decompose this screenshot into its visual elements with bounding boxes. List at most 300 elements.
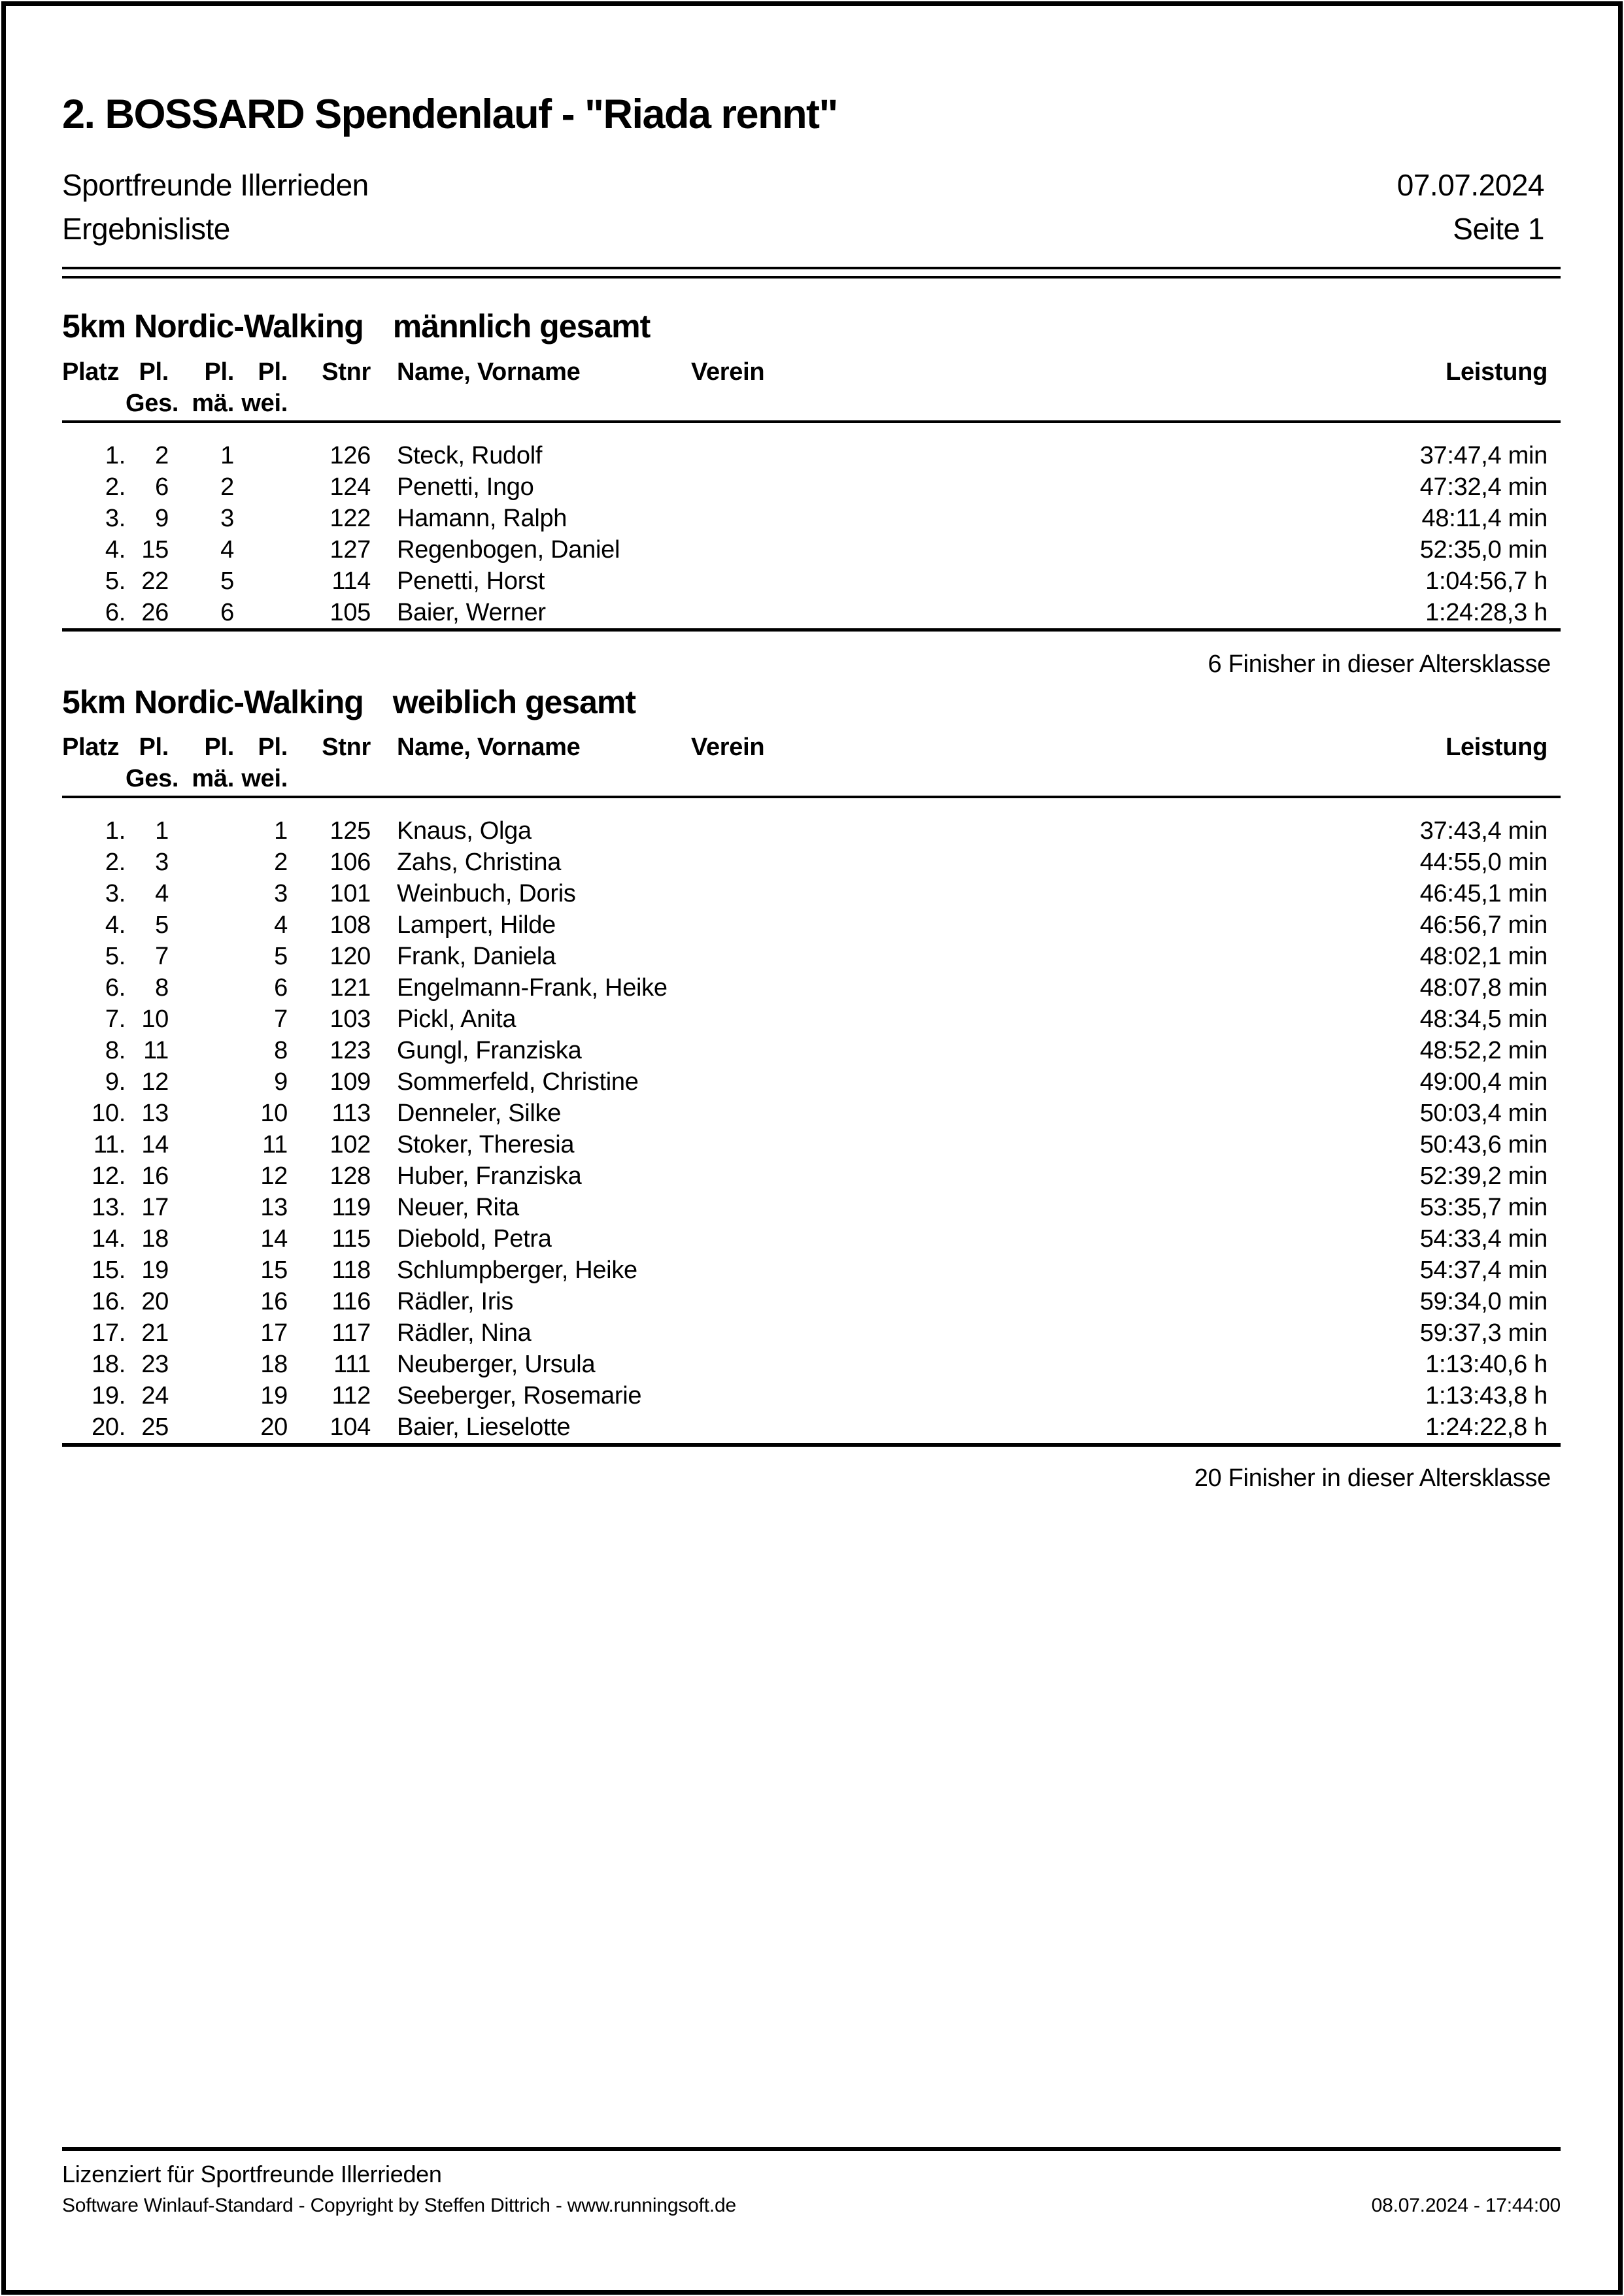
cell-pl-ges: 22 [141,567,169,595]
cell-pl-ges: 21 [141,1319,169,1347]
cell-pl-wei: 15 [260,1257,288,1285]
cell-name: Baier, Werner [397,598,546,626]
cell-stnr: 105 [330,598,371,626]
cell-pl-mae [169,1286,234,1317]
cell-pl-wei: 6 [274,974,288,1002]
col-platz: Platz [62,358,120,386]
cell-pl-ges: 16 [141,1162,169,1190]
cell-pl-mae: 5 [220,567,234,595]
cell-pl-wei [234,440,288,471]
result-row [62,503,1561,534]
result-row [62,471,1561,503]
cell-platz: 4. [105,911,126,939]
cell-pl-ges: 6 [155,473,169,501]
table-header-male [62,356,1561,419]
col-wei-sub: wei. [241,389,288,417]
cell-platz: 1. [105,817,126,845]
result-row [62,1255,1561,1286]
cell-pl-ges: 8 [155,974,169,1002]
cell-leistung: 48:11,4 min [1421,504,1548,532]
cell-stnr: 118 [331,1257,371,1285]
cell-platz: 6. [105,598,126,626]
cell-platz: 1. [105,441,126,469]
result-row [62,909,1561,941]
cell-pl-ges: 12 [141,1068,169,1096]
col-pl-mae: Pl. [204,358,234,386]
result-row [62,972,1561,1004]
rule-gap [62,269,1561,276]
cell-name: Stoker, Theresia [397,1131,575,1159]
cell-leistung: 54:33,4 min [1419,1225,1548,1253]
result-row [62,1035,1561,1066]
cell-platz: 19. [92,1382,126,1410]
cell-leistung: 50:03,4 min [1419,1100,1548,1128]
male-results-table [62,423,1561,628]
cell-platz: 6. [105,974,126,1002]
document-type: Ergebnisliste [62,212,230,246]
result-row [62,597,1561,628]
footer-bottom-row [62,2194,1561,2218]
cell-platz: 4. [105,535,126,564]
cell-name: Weinbuch, Doris [397,880,576,908]
col-leistung: Leistung [1446,358,1548,386]
cell-leistung: 44:55,0 min [1419,849,1548,877]
cell-platz: 20. [92,1413,126,1442]
cell-platz: 16. [92,1288,126,1316]
cell-stnr: 128 [330,1162,371,1190]
cell-verein [691,1223,1420,1255]
cell-platz: 12. [92,1162,126,1190]
cell-leistung: 46:56,7 min [1419,911,1548,939]
cell-pl-ges: 7 [155,943,169,971]
cell-pl-mae [169,1223,234,1255]
cell-pl-ges: 24 [141,1382,169,1410]
cell-name: Penetti, Ingo [397,473,534,501]
cell-pl-wei: 9 [274,1068,288,1096]
col-mae-sub: mä. [192,389,234,417]
cell-pl-ges: 5 [155,911,169,939]
cell-stnr: 101 [330,880,371,908]
cell-leistung: 50:43,6 min [1419,1131,1548,1159]
cell-platz: 2. [105,849,126,877]
cell-platz: 11. [93,1131,126,1159]
cell-pl-mae [169,1349,234,1380]
cell-platz: 5. [105,943,126,971]
cell-pl-wei: 18 [260,1351,288,1379]
cell-pl-ges: 23 [141,1351,169,1379]
result-row [62,534,1561,566]
col-spacer [1548,763,1561,794]
cell-pl-mae [169,1255,234,1286]
cell-verein [691,909,1420,941]
cell-stnr: 117 [331,1319,371,1347]
cell-name: Neuberger, Ursula [397,1351,596,1379]
cell-pl-ges: 13 [141,1100,169,1128]
cell-verein [691,878,1420,909]
result-row [62,815,1561,847]
cell-stnr: 114 [331,567,371,595]
table-header-row-2 [62,763,1561,794]
result-row [62,566,1561,597]
col-platz: Platz [62,734,120,762]
cell-leistung: 37:47,4 min [1419,441,1548,469]
cell-verein [691,1160,1420,1192]
cell-verein [691,1192,1420,1223]
cell-pl-mae [169,1129,234,1160]
cell-stnr: 119 [331,1194,371,1222]
cell-name: Frank, Daniela [397,943,556,971]
section-title-female [62,684,1561,722]
result-row [62,1317,1561,1349]
col-spacer [691,388,1548,419]
col-leistung: Leistung [1446,734,1548,762]
footer-license-text: Lizenziert für Sportfreunde Illerrieden [62,2161,442,2187]
cell-pl-wei: 17 [260,1319,288,1347]
cell-verein [691,566,1425,597]
cell-platz: 14. [92,1225,126,1253]
result-row [62,1098,1561,1129]
section-male [62,308,1561,680]
cell-stnr: 120 [330,943,371,971]
cell-pl-wei [234,471,288,503]
cell-stnr: 113 [331,1100,371,1128]
cell-pl-wei: 1 [274,817,288,845]
col-spacer [288,763,371,794]
result-row [62,1380,1561,1411]
cell-verein [691,1286,1420,1317]
cell-leistung: 54:37,4 min [1419,1257,1548,1285]
cell-verein [691,1349,1425,1380]
cell-stnr: 104 [330,1413,371,1442]
event-title: 2. BOSSARD Spendenlauf - "Riada rennt" [62,92,837,137]
cell-platz: 7. [105,1005,126,1034]
section-class-name: weiblich gesamt [392,683,636,720]
cell-pl-mae: 3 [220,504,234,532]
cell-stnr: 125 [330,817,371,845]
cell-stnr: 115 [331,1225,371,1253]
cell-leistung: 53:35,7 min [1419,1194,1548,1222]
result-row [62,1066,1561,1098]
cell-verein [691,1129,1420,1160]
cell-leistung: 52:35,0 min [1419,535,1548,564]
cell-pl-wei: 20 [260,1413,288,1442]
female-results-table [62,798,1561,1443]
footer-print-timestamp: 08.07.2024 - 17:44:00 [1371,2195,1561,2216]
cell-pl-ges: 26 [141,598,169,626]
result-row [62,1004,1561,1035]
cell-pl-mae: 6 [220,598,234,626]
cell-pl-wei: 14 [260,1225,288,1253]
cell-pl-mae [169,941,234,972]
cell-name: Hamann, Ralph [397,504,567,532]
cell-pl-wei [234,566,288,597]
rule-line [62,276,1561,279]
col-stnr: Stnr [322,358,371,386]
cell-name: Pickl, Anita [397,1005,516,1034]
cell-name: Steck, Rudolf [397,441,543,469]
col-ges-sub: Ges. [126,765,179,793]
cell-leistung: 48:34,5 min [1419,1005,1548,1034]
cell-verein [691,941,1420,972]
cell-verein [691,1255,1420,1286]
page-number: Seite 1 [1453,212,1544,246]
cell-pl-ges: 9 [155,504,169,532]
cell-pl-mae [169,1035,234,1066]
cell-pl-ges: 10 [141,1005,169,1034]
cell-verein [691,1411,1425,1443]
cell-verein [691,1035,1420,1066]
cell-name: Lampert, Hilde [397,911,556,939]
cell-pl-wei: 7 [274,1005,288,1034]
cell-platz: 3. [105,504,126,532]
cell-leistung: 59:37,3 min [1419,1319,1548,1347]
result-row [62,941,1561,972]
cell-pl-mae [169,1160,234,1192]
cell-stnr: 102 [330,1131,371,1159]
cell-name: Seeberger, Rosemarie [397,1382,642,1410]
cell-name: Rädler, Iris [397,1288,514,1316]
cell-verein [691,1098,1420,1129]
col-spacer [371,388,691,419]
cell-pl-ges: 15 [141,535,169,564]
cell-platz: 8. [105,1037,126,1065]
result-row [62,878,1561,909]
col-pl-ges: Pl. [139,358,169,386]
cell-pl-wei [234,597,288,628]
cell-name: Sommerfeld, Christine [397,1068,639,1096]
cell-platz: 5. [105,567,126,595]
cell-name: Engelmann-Frank, Heike [397,974,668,1002]
section-class-name: männlich gesamt [392,308,651,345]
cell-pl-ges: 17 [141,1194,169,1222]
result-row [62,1160,1561,1192]
result-row [62,1286,1561,1317]
col-pl-ges: Pl. [139,734,169,762]
cell-stnr: 108 [330,911,371,939]
cell-pl-mae [169,909,234,941]
cell-pl-mae [169,972,234,1004]
cell-pl-mae: 4 [220,535,234,564]
cell-pl-wei: 13 [260,1194,288,1222]
cell-verein [691,1380,1425,1411]
cell-leistung: 1:24:28,3 h [1425,598,1548,626]
cell-stnr: 116 [331,1288,371,1316]
cell-verein [691,1004,1420,1035]
header-meta-row-1 [62,167,1561,203]
cell-name: Knaus, Olga [397,817,532,845]
cell-leistung: 47:32,4 min [1419,473,1548,501]
cell-pl-ges: 1 [155,817,169,845]
cell-platz: 3. [105,880,126,908]
cell-pl-wei: 4 [274,911,288,939]
col-spacer [371,763,691,794]
col-spacer [62,388,126,419]
footer-software-text: Software Winlauf-Standard - Copyright by Steffen Dittrich - www.runningsoft.de [62,2195,736,2216]
cell-stnr: 127 [330,535,371,564]
finisher-note-female: 20 Finisher in dieser Altersklasse [1194,1464,1551,1493]
result-row [62,1223,1561,1255]
col-ges-sub: Ges. [126,389,179,417]
header-separator-double-rule [62,267,1561,279]
col-name: Name, Vorname [397,358,581,386]
cell-platz: 10. [92,1100,126,1128]
section-event-name: 5km Nordic-Walking [62,683,364,720]
cell-pl-wei [234,503,288,534]
cell-name: Denneler, Silke [397,1100,562,1128]
cell-pl-ges: 2 [155,441,169,469]
cell-leistung: 37:43,4 min [1419,817,1548,845]
cell-stnr: 124 [330,473,371,501]
cell-leistung: 49:00,4 min [1419,1068,1548,1096]
cell-leistung: 59:34,0 min [1419,1288,1548,1316]
cell-name: Rädler, Nina [397,1319,532,1347]
cell-platz: 17. [92,1319,126,1347]
cell-leistung: 46:45,1 min [1419,880,1548,908]
cell-name: Regenbogen, Daniel [397,535,620,564]
cell-platz: 18. [92,1351,126,1379]
cell-leistung: 1:13:40,6 h [1425,1351,1548,1379]
result-row [62,1349,1561,1380]
cell-name: Baier, Lieselotte [397,1413,571,1442]
cell-verein [691,503,1422,534]
cell-pl-wei: 12 [260,1162,288,1190]
cell-stnr: 106 [330,849,371,877]
cell-leistung: 48:52,2 min [1419,1037,1548,1065]
cell-pl-wei: 8 [274,1037,288,1065]
col-stnr: Stnr [322,734,371,762]
col-spacer [691,763,1548,794]
cell-verein [691,847,1420,878]
cell-pl-wei: 11 [262,1131,288,1159]
cell-stnr: 103 [330,1005,371,1034]
cell-pl-mae [169,847,234,878]
organizer-name: Sportfreunde Illerrieden [62,168,369,203]
col-pl-mae: Pl. [204,734,234,762]
cell-pl-wei: 10 [260,1100,288,1128]
cell-pl-wei: 5 [274,943,288,971]
cell-leistung: 48:07,8 min [1419,974,1548,1002]
finisher-note-male: 6 Finisher in dieser Altersklasse [1208,650,1551,678]
cell-verein [691,1317,1420,1349]
cell-pl-ges: 19 [141,1257,169,1285]
cell-verein [691,597,1425,628]
table-header-row-1 [62,356,1561,388]
result-row [62,1192,1561,1223]
cell-verein [691,534,1420,566]
cell-pl-ges: 25 [141,1413,169,1442]
cell-name: Huber, Franziska [397,1162,582,1190]
section-event-name: 5km Nordic-Walking [62,308,364,345]
result-row [62,1411,1561,1443]
cell-name: Gungl, Franziska [397,1037,582,1065]
section-title-male [62,308,1561,346]
cell-pl-mae [169,1004,234,1035]
cell-leistung: 1:13:43,8 h [1425,1382,1548,1410]
col-name: Name, Vorname [397,734,581,762]
cell-pl-ges: 18 [141,1225,169,1253]
cell-leistung: 1:24:22,8 h [1425,1413,1548,1442]
table-header-row-1 [62,732,1561,763]
page-content [62,6,1561,1494]
result-row [62,1129,1561,1160]
cell-pl-mae [169,1380,234,1411]
cell-pl-ges: 3 [155,849,169,877]
col-wei-sub: wei. [241,765,288,793]
cell-pl-mae: 1 [220,441,234,469]
cell-leistung: 1:04:56,7 h [1425,567,1548,595]
cell-pl-mae [169,878,234,909]
cell-pl-wei: 19 [260,1382,288,1410]
cell-leistung: 52:39,2 min [1419,1162,1548,1190]
cell-pl-mae [169,1192,234,1223]
col-pl-wei: Pl. [258,358,288,386]
cell-stnr: 122 [330,504,371,532]
cell-verein [691,972,1420,1004]
cell-pl-mae: 2 [220,473,234,501]
cell-platz: 15. [92,1257,126,1285]
cell-stnr: 123 [330,1037,371,1065]
cell-pl-mae [169,1317,234,1349]
cell-name: Penetti, Horst [397,567,545,595]
col-mae-sub: mä. [192,765,234,793]
col-verein: Verein [691,734,765,762]
cell-pl-mae [169,1411,234,1443]
result-row [62,847,1561,878]
col-spacer [62,763,126,794]
cell-verein [691,815,1420,847]
col-spacer [288,388,371,419]
table-header-row-2 [62,388,1561,419]
cell-platz: 13. [92,1194,126,1222]
event-date: 07.07.2024 [1396,168,1544,203]
col-verein: Verein [691,358,765,386]
cell-name: Zahs, Christina [397,849,562,877]
cell-platz: 2. [105,473,126,501]
cell-stnr: 112 [331,1382,371,1410]
cell-verein [691,471,1420,503]
cell-name: Diebold, Petra [397,1225,552,1253]
cell-pl-mae [169,815,234,847]
cell-pl-ges: 14 [141,1131,169,1159]
col-pl-wei: Pl. [258,734,288,762]
cell-verein [691,440,1420,471]
cell-pl-mae [169,1098,234,1129]
cell-pl-ges: 4 [155,880,169,908]
col-spacer [1548,388,1561,419]
cell-pl-wei: 16 [260,1288,288,1316]
cell-pl-mae [169,1066,234,1098]
cell-stnr: 109 [330,1068,371,1096]
cell-pl-ges: 11 [143,1037,169,1065]
cell-verein [691,1066,1420,1098]
result-row [62,440,1561,471]
cell-stnr: 111 [333,1351,371,1379]
cell-pl-wei: 2 [274,849,288,877]
cell-leistung: 48:02,1 min [1419,943,1548,971]
cell-name: Neuer, Rita [397,1194,519,1222]
table-end-rule [62,628,1561,632]
cell-name: Schlumpberger, Heike [397,1257,637,1285]
header-meta-row-2 [62,211,1561,247]
cell-pl-wei: 3 [274,880,288,908]
cell-pl-wei [234,534,288,566]
cell-pl-ges: 20 [141,1288,169,1316]
cell-platz: 9. [105,1068,126,1096]
cell-stnr: 121 [330,974,371,1002]
page-footer [62,2147,1561,2218]
cell-stnr: 126 [330,441,371,469]
footer-rule [62,2147,1561,2151]
